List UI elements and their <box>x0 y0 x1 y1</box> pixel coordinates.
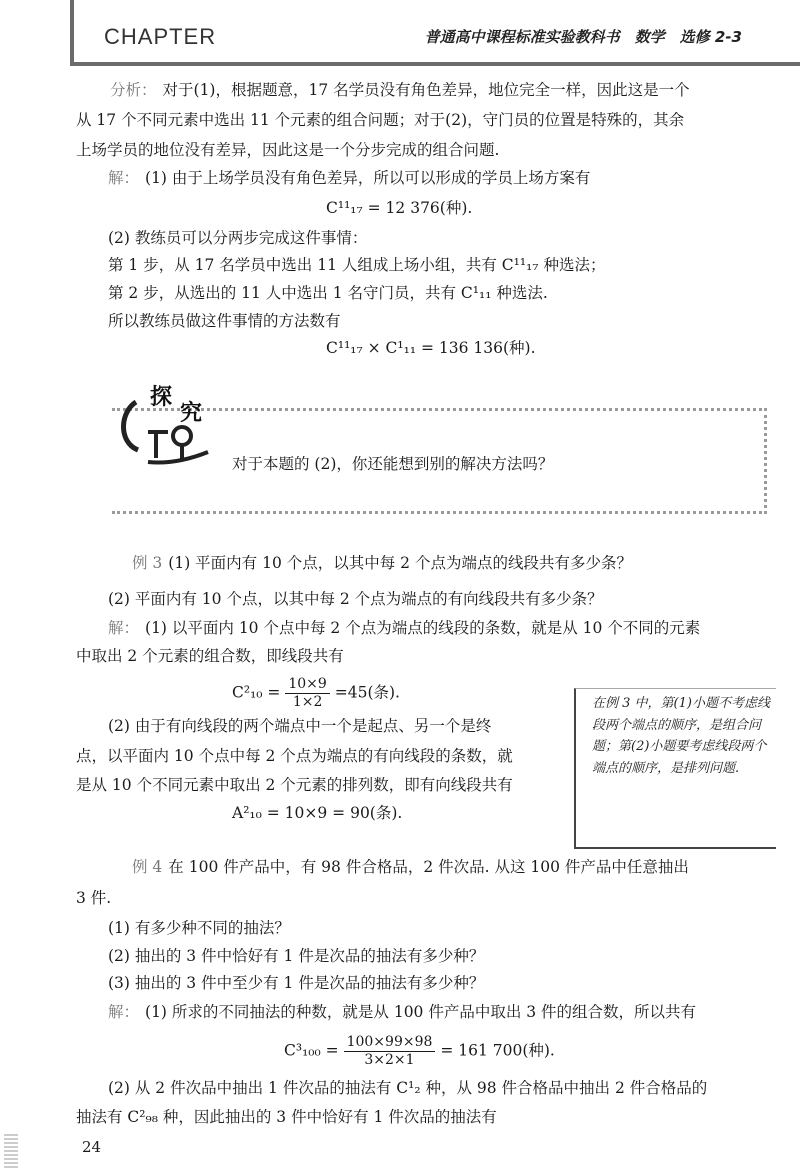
explore-char-2: 究 <box>180 400 203 426</box>
page-number: 24 <box>82 1138 102 1156</box>
chapter-label: CHAPTER <box>104 24 217 49</box>
analysis-label: 分析： <box>110 81 157 99</box>
solution-line-1: 解： (1) 由于上场学员没有角色差异，所以可以形成的学员上场方案有 <box>108 169 591 187</box>
example-3-sol-line-1: 解： (1) 以平面内 10 个点中每 2 个点为端点的线段的条数，就是从 10 个不同的元素 <box>108 619 701 637</box>
analysis-line-2: 从 17 个不同元素中选出 11 个元素的组合问题；对于(2)，守门员的位置是特殊的，其余 <box>76 111 685 129</box>
example-3-sol2-line-2: 点，以平面内 10 个点中每 2 个点为端点的有向线段的条数，就 <box>76 747 513 765</box>
solution-label: 解： <box>108 169 140 187</box>
conclusion-line: 所以教练员做这件事情的方法数有 <box>108 312 341 330</box>
example-3-sol-label: 解： <box>108 619 140 637</box>
example-3-q1: 例 3 (1) 平面内有 10 个点，以其中每 2 个点为端点的线段共有多少条？ <box>132 554 632 572</box>
fraction-1: $\frac{10\times 9}{1\times 2}$ <box>285 676 329 711</box>
example-3-q2: (2) 平面内有 10 个点，以其中每 2 个点为端点的有向线段共有多少条？ <box>108 590 603 608</box>
page-header <box>70 0 800 66</box>
example-3-formula-2: A²₁₀ = 10×9 = 90(条). <box>232 804 403 822</box>
step-2: 第 2 步，从选出的 11 人中选出 1 名守门员，共有 C¹₁₁ 种选法. <box>108 284 548 302</box>
example-3-formula-1: C²₁₀ = $\frac{10\times 9}{1\times 2}$ =45(条). <box>232 676 400 710</box>
analysis-line-1: 分析： 对于(1)，根据题意，17 名学员没有角色差异，地位完全一样，因此这是一个 <box>110 81 690 99</box>
book-title: 普通高中课程标准实验教科书 数学 选修 2-3 <box>424 28 742 46</box>
page-edge-mark <box>4 1134 18 1168</box>
formula-2: C¹¹₁₇ × C¹₁₁ = 136 136(种). <box>326 339 536 357</box>
example-4-sol-label: 解： <box>108 1003 140 1021</box>
example-3-sol2-line-1: (2) 由于有向线段的两个端点中一个是起点、另一个是终 <box>108 717 492 735</box>
example-3-sol2-line-3: 是从 10 个不同元素中取出 2 个元素的排列数，即有向线段共有 <box>76 776 513 794</box>
example-4-line-1: 例 4 在 100 件产品中，有 98 件合格品，2 件次品. 从这 100 件产品中任意抽出 <box>132 858 689 876</box>
solution-line-2: (2) 教练员可以分两步完成这件事情： <box>108 229 368 247</box>
example-4-q1: (1) 有多少种不同的抽法？ <box>108 919 290 937</box>
example-4-sol-line-1: 解： (1) 所求的不同抽法的种数，就是从 100 件产品中取出 3 件的组合数，所以共有 <box>108 1003 697 1021</box>
example-4-sol2-line-1: (2) 从 2 件次品中抽出 1 件次品的抽法有 C¹₂ 种，从 98 件合格品中抽出 2 件合格品的 <box>108 1079 708 1097</box>
side-note <box>574 688 776 849</box>
step-1: 第 1 步，从 17 名学员中选出 11 人组成上场小组，共有 C¹¹₁₇ 种选法； <box>108 256 606 274</box>
explore-char-1: 探 <box>150 384 173 410</box>
example-3-sol-line-2: 中取出 2 个元素的组合数，即线段共有 <box>76 647 344 665</box>
example-4-sol2-line-2: 抽法有 C²₉₈ 种，因此抽出的 3 件中恰好有 1 件次品的抽法有 <box>76 1108 497 1126</box>
explore-question: 对于本题的 (2)，你还能想到别的解决方法吗？ <box>232 455 554 473</box>
example-4-label: 例 4 <box>132 858 163 876</box>
formula-1: C¹¹₁₇ = 12 376(种). <box>326 199 473 217</box>
fraction-2: $\frac{100\times 99\times 98}{3\times 2\times 1}$ <box>344 1034 436 1069</box>
example-4-line-2: 3 件. <box>76 889 112 907</box>
example-3-label: 例 3 <box>132 554 163 572</box>
analysis-line-3: 上场学员的地位没有差异，因此这是一个分步完成的组合问题. <box>76 141 500 159</box>
example-4-formula: C³₁₀₀ = $\frac{100\times 99\times 98}{3\times 2\times 1}$ = 161 700(种). <box>284 1034 555 1068</box>
example-4-q2: (2) 抽出的 3 件中恰好有 1 件是次品的抽法有多少种？ <box>108 947 485 965</box>
side-note-text: 在例 3 中，第(1)小题不考虑线段两个端点的顺序，是组合问题；第(2)小题要考虑线段两个端点的顺序，是排列问题. <box>592 696 770 776</box>
example-4-q3: (3) 抽出的 3 件中至少有 1 件是次品的抽法有多少种？ <box>108 974 485 992</box>
explore-badge-icon <box>108 372 228 472</box>
